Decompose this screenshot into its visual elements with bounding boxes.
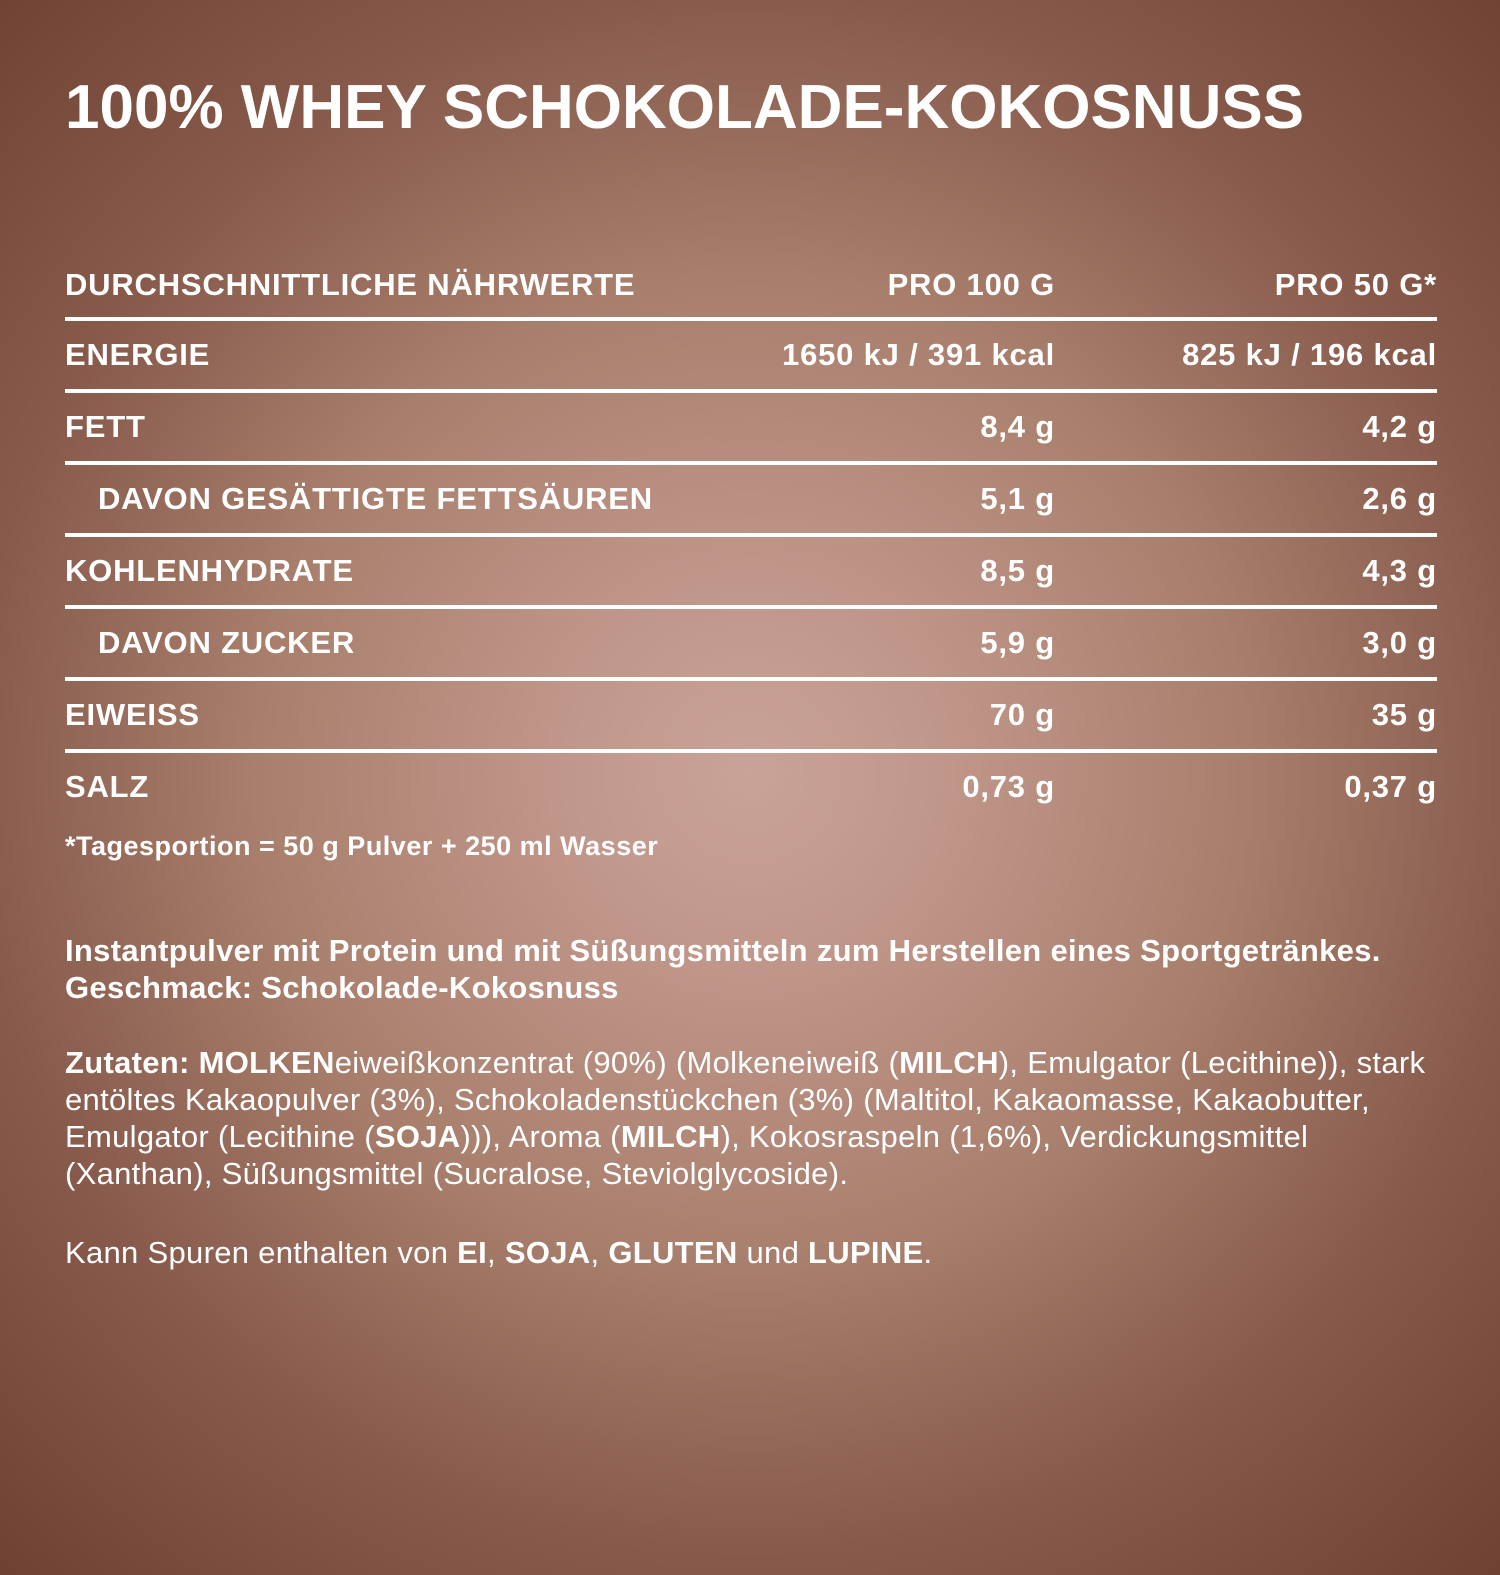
value-per-100g: 5,9 g <box>980 625 1055 661</box>
value-per-50g: 4,3 g <box>1362 553 1437 589</box>
value-per-100g: 1650 kJ / 391 kcal <box>782 337 1055 373</box>
table-row-fett <box>65 393 1437 465</box>
value-per-100g: 8,5 g <box>980 553 1055 589</box>
value-per-100g: 70 g <box>989 697 1055 733</box>
row-label: EIWEISS <box>65 697 200 733</box>
row-label: DAVON GESÄTTIGTE FETTSÄUREN <box>98 481 653 517</box>
table-row-eiweiss <box>65 681 1437 753</box>
header-per-100g: PRO 100 G <box>887 267 1055 303</box>
table-header-row <box>65 265 1437 321</box>
value-per-50g: 4,2 g <box>1362 409 1437 445</box>
table-row-gesaettigte-fettsaeuren <box>65 465 1437 537</box>
value-per-50g: 35 g <box>1371 697 1437 733</box>
row-label: KOHLENHYDRATE <box>65 553 354 589</box>
table-row-energie <box>65 321 1437 393</box>
row-label: SALZ <box>65 769 150 805</box>
value-per-100g: 8,4 g <box>980 409 1055 445</box>
value-per-100g: 5,1 g <box>980 481 1055 517</box>
ingredients-text: Zutaten: MOLKENeiweißkonzentrat (90%) (Molkeneiweiß (MILCH), Emulgator (Lecithine)), stark entöltes Kakaopulver (3%), Schokoladenstückchen (3%) (Maltitol, Kakaomasse, Kakaobutter, Emulgator (Lecithine (SOJA))), Aroma (MILCH), Kokosraspeln (1,6%), Verdickungsmittel (Xanthan), Süßungsmittel (Sucralose, Steviolglycoside). <box>65 1045 1426 1192</box>
value-per-50g: 3,0 g <box>1362 625 1437 661</box>
table-row-salz <box>65 753 1437 821</box>
serving-footnote: *Tagesportion = 50 g Pulver + 250 ml Wasser <box>65 831 659 862</box>
row-label: FETT <box>65 409 146 445</box>
header-per-50g: PRO 50 G* <box>1274 267 1437 303</box>
value-per-50g: 2,6 g <box>1362 481 1437 517</box>
value-per-50g: 0,37 g <box>1344 769 1437 805</box>
nutrition-table <box>65 265 1437 862</box>
product-description: Instantpulver mit Protein und mit Süßungsmitteln zum Herstellen eines Sportgetränkes. Geschmack: Schokolade-Kokosnuss <box>65 933 1381 1006</box>
header-nutrients: DURCHSCHNITTLICHE NÄHRWERTE <box>65 267 636 303</box>
row-label: DAVON ZUCKER <box>98 625 356 661</box>
allergen-notice: Kann Spuren enthalten von EI, SOJA, GLUTEN und LUPINE. <box>65 1235 933 1271</box>
table-row-kohlenhydrate <box>65 537 1437 609</box>
row-label: ENERGIE <box>65 337 211 373</box>
page-title: 100% WHEY SCHOKOLADE-KOKOSNUSS <box>65 73 1305 142</box>
label-content <box>0 75 1500 1271</box>
table-row-zucker <box>65 609 1437 681</box>
value-per-100g: 0,73 g <box>962 769 1055 805</box>
value-per-50g: 825 kJ / 196 kcal <box>1182 337 1437 373</box>
